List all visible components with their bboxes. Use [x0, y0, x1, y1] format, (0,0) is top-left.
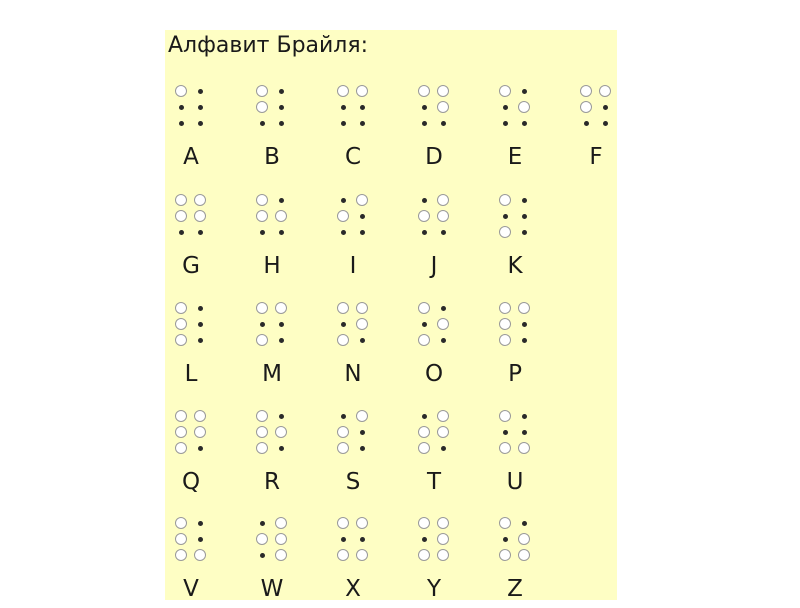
raised-dot-4 [356, 194, 368, 206]
raised-dot-5 [437, 426, 449, 438]
flat-dot-3 [341, 121, 346, 126]
flat-dot-5 [360, 105, 365, 110]
flat-dot-1 [341, 414, 346, 419]
flat-dot-3 [422, 121, 427, 126]
raised-dot-5 [437, 210, 449, 222]
braille-cell-z [499, 518, 543, 608]
braille-cell-y [418, 518, 462, 608]
braille-chart-panel [165, 30, 617, 600]
braille-cell-t [418, 411, 462, 501]
flat-dot-1 [422, 414, 427, 419]
letter-label: S [345, 469, 361, 495]
letter-label: O [424, 361, 444, 387]
braille-cell-h [256, 195, 300, 285]
raised-dot-3 [499, 334, 511, 346]
flat-dot-6 [360, 230, 365, 235]
flat-dot-6 [441, 446, 446, 451]
letter-label: Y [426, 576, 442, 602]
raised-dot-1 [499, 410, 511, 422]
raised-dot-4 [437, 85, 449, 97]
letter-label: H [263, 253, 281, 279]
raised-dot-4 [437, 410, 449, 422]
raised-dot-2 [499, 318, 511, 330]
raised-dot-2 [256, 210, 268, 222]
flat-dot-2 [260, 322, 265, 327]
letter-label: K [507, 253, 523, 279]
letter-label: X [345, 576, 361, 602]
flat-dot-6 [360, 338, 365, 343]
raised-dot-6 [437, 549, 449, 561]
braille-cell-m [256, 303, 300, 393]
raised-dot-6 [356, 549, 368, 561]
flat-dot-4 [198, 521, 203, 526]
flat-dot-4 [198, 89, 203, 94]
raised-dot-4 [356, 517, 368, 529]
raised-dot-1 [256, 410, 268, 422]
flat-dot-4 [441, 306, 446, 311]
flat-dot-5 [198, 537, 203, 542]
raised-dot-4 [518, 302, 530, 314]
braille-cell-g [175, 195, 219, 285]
flat-dot-6 [522, 338, 527, 343]
raised-dot-2 [337, 426, 349, 438]
raised-dot-1 [175, 194, 187, 206]
flat-dot-2 [179, 105, 184, 110]
flat-dot-2 [422, 537, 427, 542]
flat-dot-6 [198, 121, 203, 126]
raised-dot-1 [256, 85, 268, 97]
raised-dot-6 [194, 549, 206, 561]
flat-dot-6 [279, 121, 284, 126]
braille-cell-j [418, 195, 462, 285]
flat-dot-2 [503, 430, 508, 435]
raised-dot-3 [418, 549, 430, 561]
raised-dot-1 [175, 302, 187, 314]
raised-dot-5 [275, 533, 287, 545]
raised-dot-4 [356, 85, 368, 97]
raised-dot-4 [599, 85, 611, 97]
raised-dot-1 [580, 85, 592, 97]
braille-cell-d [418, 86, 462, 176]
flat-dot-5 [279, 105, 284, 110]
raised-dot-1 [256, 194, 268, 206]
braille-cell-l [175, 303, 219, 393]
raised-dot-6 [275, 549, 287, 561]
flat-dot-6 [198, 230, 203, 235]
flat-dot-6 [279, 446, 284, 451]
braille-cell-n [337, 303, 381, 393]
flat-dot-3 [179, 230, 184, 235]
flat-dot-5 [360, 214, 365, 219]
flat-dot-5 [279, 322, 284, 327]
raised-dot-2 [256, 426, 268, 438]
flat-dot-3 [260, 230, 265, 235]
raised-dot-3 [175, 549, 187, 561]
letter-label: A [183, 144, 199, 170]
flat-dot-4 [279, 198, 284, 203]
raised-dot-3 [418, 334, 430, 346]
flat-dot-4 [522, 198, 527, 203]
letter-label: C [344, 144, 362, 170]
letter-label: L [184, 361, 198, 387]
letter-label: Q [181, 469, 201, 495]
flat-dot-5 [522, 430, 527, 435]
raised-dot-2 [256, 533, 268, 545]
raised-dot-2 [175, 318, 187, 330]
letter-label: J [430, 253, 438, 279]
flat-dot-5 [603, 105, 608, 110]
raised-dot-2 [175, 426, 187, 438]
raised-dot-1 [256, 302, 268, 314]
raised-dot-2 [418, 210, 430, 222]
raised-dot-1 [418, 517, 430, 529]
raised-dot-2 [418, 426, 430, 438]
braille-cell-v [175, 518, 219, 608]
braille-cell-s [337, 411, 381, 501]
flat-dot-3 [584, 121, 589, 126]
flat-dot-5 [522, 322, 527, 327]
flat-dot-2 [341, 322, 346, 327]
raised-dot-5 [275, 210, 287, 222]
raised-dot-4 [194, 194, 206, 206]
flat-dot-3 [260, 121, 265, 126]
raised-dot-3 [256, 442, 268, 454]
braille-cell-f [580, 86, 624, 176]
letter-label: U [506, 469, 524, 495]
flat-dot-4 [279, 414, 284, 419]
braille-cell-p [499, 303, 543, 393]
raised-dot-3 [499, 226, 511, 238]
flat-dot-2 [341, 105, 346, 110]
raised-dot-2 [580, 101, 592, 113]
raised-dot-5 [275, 426, 287, 438]
flat-dot-2 [503, 537, 508, 542]
raised-dot-4 [275, 517, 287, 529]
raised-dot-1 [337, 517, 349, 529]
braille-cell-k [499, 195, 543, 285]
braille-cell-i [337, 195, 381, 285]
raised-dot-2 [256, 101, 268, 113]
raised-dot-1 [175, 85, 187, 97]
flat-dot-2 [341, 537, 346, 542]
raised-dot-3 [175, 442, 187, 454]
flat-dot-4 [522, 89, 527, 94]
raised-dot-1 [499, 517, 511, 529]
raised-dot-3 [499, 549, 511, 561]
letter-label: T [426, 469, 442, 495]
raised-dot-5 [194, 426, 206, 438]
flat-dot-1 [422, 198, 427, 203]
raised-dot-2 [337, 210, 349, 222]
raised-dot-1 [499, 85, 511, 97]
braille-cell-u [499, 411, 543, 501]
raised-dot-5 [437, 101, 449, 113]
braille-cell-w [256, 518, 300, 608]
raised-dot-4 [275, 302, 287, 314]
flat-dot-6 [360, 121, 365, 126]
flat-dot-5 [198, 105, 203, 110]
braille-cell-b [256, 86, 300, 176]
braille-cell-a [175, 86, 219, 176]
flat-dot-4 [522, 521, 527, 526]
flat-dot-6 [522, 121, 527, 126]
letter-label: D [425, 144, 443, 170]
raised-dot-4 [356, 410, 368, 422]
raised-dot-3 [418, 442, 430, 454]
flat-dot-6 [279, 338, 284, 343]
raised-dot-1 [175, 517, 187, 529]
letter-label: R [264, 469, 280, 495]
flat-dot-3 [341, 230, 346, 235]
raised-dot-2 [175, 533, 187, 545]
letter-label: P [508, 361, 522, 387]
flat-dot-6 [441, 338, 446, 343]
flat-dot-5 [198, 322, 203, 327]
braille-cell-q [175, 411, 219, 501]
raised-dot-3 [256, 334, 268, 346]
flat-dot-3 [260, 553, 265, 558]
flat-dot-5 [360, 430, 365, 435]
raised-dot-5 [437, 318, 449, 330]
flat-dot-6 [441, 230, 446, 235]
raised-dot-1 [499, 302, 511, 314]
flat-dot-6 [603, 121, 608, 126]
flat-dot-6 [522, 230, 527, 235]
raised-dot-3 [337, 442, 349, 454]
raised-dot-3 [175, 334, 187, 346]
flat-dot-4 [522, 414, 527, 419]
raised-dot-5 [356, 318, 368, 330]
braille-cell-e [499, 86, 543, 176]
flat-dot-6 [198, 446, 203, 451]
raised-dot-6 [518, 549, 530, 561]
raised-dot-1 [418, 85, 430, 97]
raised-dot-5 [194, 210, 206, 222]
raised-dot-6 [518, 442, 530, 454]
flat-dot-2 [422, 105, 427, 110]
flat-dot-1 [341, 198, 346, 203]
braille-cell-c [337, 86, 381, 176]
flat-dot-5 [522, 214, 527, 219]
letter-label: W [260, 576, 284, 602]
flat-dot-1 [260, 521, 265, 526]
letter-label: I [349, 253, 357, 279]
flat-dot-6 [198, 338, 203, 343]
chart-title: Алфавит Брайля: [168, 33, 369, 58]
raised-dot-4 [356, 302, 368, 314]
letter-label: E [507, 144, 523, 170]
letter-label: B [264, 144, 280, 170]
raised-dot-5 [518, 533, 530, 545]
raised-dot-4 [194, 410, 206, 422]
raised-dot-1 [337, 85, 349, 97]
raised-dot-4 [437, 194, 449, 206]
raised-dot-5 [437, 533, 449, 545]
braille-cell-x [337, 518, 381, 608]
flat-dot-5 [360, 537, 365, 542]
letter-label: Z [507, 576, 523, 602]
flat-dot-6 [279, 230, 284, 235]
letter-label: M [262, 361, 282, 387]
flat-dot-3 [422, 230, 427, 235]
raised-dot-2 [175, 210, 187, 222]
flat-dot-6 [360, 446, 365, 451]
raised-dot-3 [337, 334, 349, 346]
letter-label: N [344, 361, 362, 387]
flat-dot-4 [198, 306, 203, 311]
flat-dot-3 [503, 121, 508, 126]
raised-dot-1 [418, 302, 430, 314]
raised-dot-5 [518, 101, 530, 113]
raised-dot-1 [175, 410, 187, 422]
letter-label: G [182, 253, 200, 279]
raised-dot-3 [337, 549, 349, 561]
raised-dot-3 [499, 442, 511, 454]
braille-cell-o [418, 303, 462, 393]
flat-dot-2 [503, 214, 508, 219]
flat-dot-4 [279, 89, 284, 94]
flat-dot-6 [441, 121, 446, 126]
letter-label: V [183, 576, 199, 602]
braille-cell-r [256, 411, 300, 501]
raised-dot-1 [337, 302, 349, 314]
flat-dot-2 [503, 105, 508, 110]
raised-dot-1 [499, 194, 511, 206]
flat-dot-3 [179, 121, 184, 126]
raised-dot-4 [437, 517, 449, 529]
flat-dot-2 [422, 322, 427, 327]
letter-label: F [589, 144, 603, 170]
